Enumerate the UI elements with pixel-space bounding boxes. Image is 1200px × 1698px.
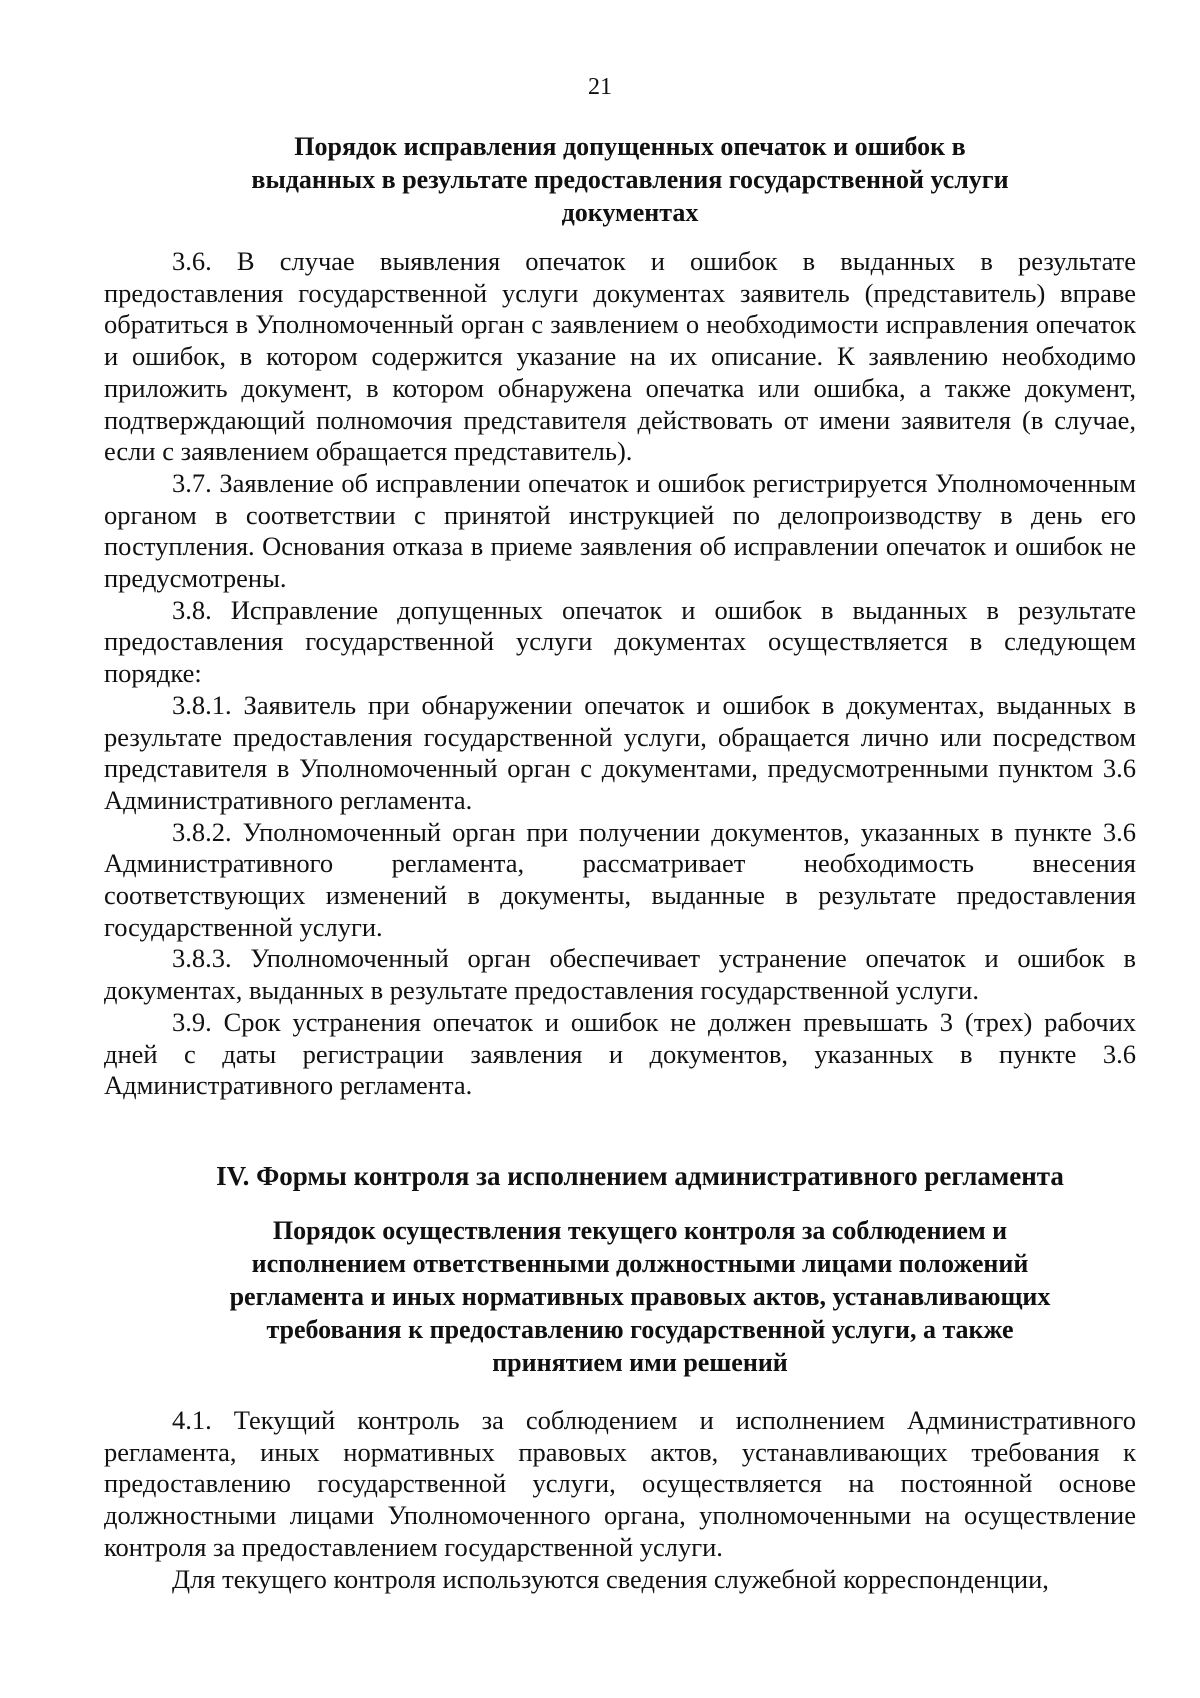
paragraph-continuation: Для текущего контроля используются сведения служебной корреспонденции, bbox=[172, 1563, 1049, 1594]
paragraph-3-6: 3.6. В случае выявления опечаток и ошибок в выданных в результате предоставления государственной услуги документах заявитель (представитель) вправе обратиться в Уполномоченный орган с заявлением о необходимости исправления опечаток и ошибок, в котором содержится указание на их описание. К заявлению необходимо приложить документ, в котором обнаружена опечатка или ошибка, а также документ, подтверждающий полномочия представителя действовать от имени заявителя (в случае, если с заявлением обращается представитель). bbox=[104, 246, 1136, 467]
paragraph-3-7: 3.7. Заявление об исправлении опечаток и ошибок регистрируется Уполномоченным органом в соответствии с принятой инструкцией по делопроизводству в день его поступления. Основания отказа в приеме заявления об исправлении опечаток и ошибок не предусмотрены. bbox=[104, 467, 1136, 594]
section-body-errors bbox=[104, 246, 1136, 1102]
paragraph-3-8-1: 3.8.1. Заявитель при обнаружении опечаток и ошибок в документах, выданных в результате предоставления государственной услуги, обращается лично или посредством представителя в Уполномоченный орган с документами, предусмотренными пунктом 3.6 Административного регламента. bbox=[104, 689, 1136, 815]
paragraph-4-1: 4.1. Текущий контроль за соблюдением и исполнением Административного регламента, иных нормативных правовых актов, устанавливающих требования к предоставлению государственной услуги, осуществляется на постоянной основе должностными лицами Уполномоченного органа, уполномоченными на осуществление контроля за предоставлением государственной услуги. bbox=[104, 1405, 1136, 1562]
section-heading-control: Порядок осуществления текущего контроля за соблюдением и исполнением ответственными должностными лицами положений регламента и иных нормативных правовых актов, устанавливающих требования к предоставлению государственной услуги, а также принятием ими решений bbox=[229, 1216, 1051, 1377]
paragraph-3-8-2: 3.8.2. Уполномоченный орган при получении документов, указанных в пункте 3.6 Административного регламента, рассматривает необходимость внесения соответствующих изменений в документы, выданные в результате предоставления государственной услуги. bbox=[104, 816, 1136, 942]
page-number: 21 bbox=[588, 74, 612, 100]
section-body-control bbox=[104, 1405, 1136, 1595]
section-heading-errors: Порядок исправления допущенных опечаток и ошибок в выданных в результате предоставления государственной услуги документах bbox=[251, 132, 1009, 227]
paragraph-3-9: 3.9. Срок устранения опечаток и ошибок не должен превышать 3 (трех) рабочих дней с даты регистрации заявления и документов, указанных в пункте 3.6 Административного регламента. bbox=[104, 1006, 1136, 1101]
chapter-heading-control: IV. Формы контроля за исполнением административного регламента bbox=[216, 1161, 1064, 1191]
paragraph-3-8: 3.8. Исправление допущенных опечаток и ошибок в выданных в результате предоставления государственной услуги документах осуществляется в следующем порядке: bbox=[104, 594, 1136, 689]
paragraph-3-8-3: 3.8.3. Уполномоченный орган обеспечивает устранение опечаток и ошибок в документах, выданных в результате предоставления государственной услуги. bbox=[104, 943, 1136, 1006]
